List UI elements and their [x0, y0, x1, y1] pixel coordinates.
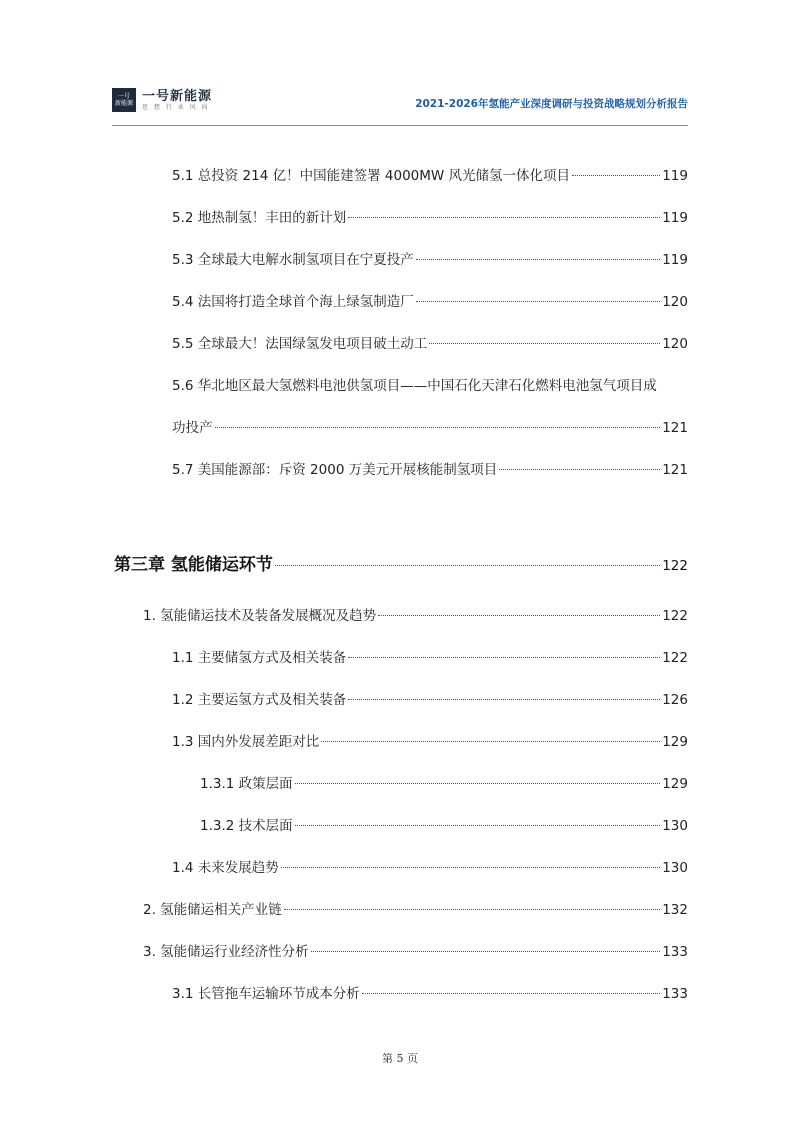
toc-entry-page: 121 — [662, 462, 688, 478]
toc-entry-page: 130 — [662, 818, 688, 834]
toc-entry-page: 120 — [662, 294, 688, 310]
toc-entry-label: 3. 氢能储运行业经济性分析 — [143, 944, 309, 960]
toc-entry-5-6-line1[interactable]: 5.6 华北地区最大氢燃料电池供氢项目——中国石化天津石化燃料电池氢气项目成 — [172, 378, 657, 394]
toc-entry-1-3-1[interactable] — [200, 772, 688, 792]
leader-dots — [362, 993, 660, 994]
toc-entry-label: 1.3.2 技术层面 — [200, 818, 293, 834]
leader-dots — [348, 699, 660, 700]
toc-entry-5-6[interactable] — [172, 416, 688, 436]
toc-entry-page: 119 — [662, 168, 688, 184]
toc-entry-page: 130 — [662, 860, 688, 876]
toc-entry-label: 5.3 全球最大电解水制氢项目在宁夏投产 — [172, 252, 414, 268]
logo-badge — [112, 88, 136, 112]
toc-entry-page: 120 — [662, 336, 688, 352]
toc-entry-label: 5.4 法国将打造全球首个海上绿氢制造厂 — [172, 294, 414, 310]
toc-entry-1-2[interactable] — [172, 688, 688, 708]
leader-dots — [295, 783, 661, 784]
toc-entry-page: 122 — [662, 650, 688, 666]
page-header — [112, 84, 688, 126]
leader-dots — [295, 825, 661, 826]
header-divider — [112, 125, 688, 126]
toc-entry-page: 129 — [662, 776, 688, 792]
toc-entry-page: 119 — [662, 210, 688, 226]
toc-entry-label: 1.3 国内外发展差距对比 — [172, 734, 320, 750]
toc-chapter-label: 第三章 氢能储运环节 — [114, 555, 273, 575]
logo-name: 一号新能源 — [142, 88, 213, 104]
toc-entry-label: 1.3.1 政策层面 — [200, 776, 293, 792]
toc-entry-label: 1. 氢能储运技术及装备发展概况及趋势 — [143, 608, 377, 624]
logo-tagline: 思 想 行 业 风 向 — [142, 103, 210, 111]
toc-section-1[interactable] — [143, 604, 688, 624]
toc-entry-1-3[interactable] — [172, 730, 688, 750]
leader-dots — [416, 301, 660, 302]
toc-entry-page: 129 — [662, 734, 688, 750]
toc-entry-page: 121 — [662, 420, 688, 436]
leader-dots — [416, 259, 660, 260]
toc-entry-label: 3.1 长管拖车运输环节成本分析 — [172, 986, 360, 1002]
toc-entry-5-1[interactable] — [172, 164, 688, 184]
toc-entry-page: 122 — [662, 608, 688, 624]
report-title: 2021-2026年氢能产业深度调研与投资战略规划分析报告 — [415, 98, 688, 110]
leader-dots — [311, 951, 661, 952]
toc-entry-label: 1.4 未来发展趋势 — [172, 860, 279, 876]
toc-entry-page: 122 — [662, 558, 688, 574]
toc-entry-5-5[interactable] — [172, 332, 688, 352]
toc-section-3[interactable] — [143, 940, 688, 960]
toc-entry-label: 5.1 总投资 214 亿！中国能建签署 4000MW 风光储氢一体化项目 — [172, 168, 571, 184]
toc-entry-label: 1.1 主要储氢方式及相关装备 — [172, 650, 347, 666]
toc-entry-label: 5.2 地热制氢！丰田的新计划 — [172, 210, 347, 226]
leader-dots — [499, 469, 660, 470]
toc-entry-page: 133 — [662, 986, 688, 1002]
leader-dots — [572, 175, 660, 176]
logo-badge-line2: 新能源 — [114, 100, 133, 107]
toc-entry-1-4[interactable] — [172, 856, 688, 876]
toc-entry-5-7[interactable] — [172, 458, 688, 478]
leader-dots — [275, 565, 660, 566]
leader-dots — [281, 867, 660, 868]
toc-entry-1-1[interactable] — [172, 646, 688, 666]
page-number: 第 5 页 — [382, 1052, 418, 1065]
logo-badge-line1: 一号 — [117, 93, 130, 100]
toc-entry-page: 126 — [662, 692, 688, 708]
leader-dots — [284, 909, 661, 910]
toc-entry-label: 1.2 主要运氢方式及相关装备 — [172, 692, 347, 708]
leader-dots — [348, 657, 660, 658]
leader-dots — [348, 217, 660, 218]
toc-entry-3-1[interactable] — [172, 982, 688, 1002]
toc-entry-label: 5.5 全球最大！法国绿氢发电项目破土动工 — [172, 336, 428, 352]
company-logo — [112, 88, 212, 112]
leader-dots — [378, 615, 660, 616]
leader-dots — [321, 741, 660, 742]
toc-entry-5-4[interactable] — [172, 290, 688, 310]
toc-entry-5-2[interactable] — [172, 206, 688, 226]
toc-entry-page: 132 — [662, 902, 688, 918]
toc-entry-label: 2. 氢能储运相关产业链 — [143, 902, 282, 918]
toc-entry-page: 133 — [662, 944, 688, 960]
toc-entry-1-3-2[interactable] — [200, 814, 688, 834]
toc-entry-label: 5.7 美国能源部：斥资 2000 万美元开展核能制氢项目 — [172, 462, 498, 478]
toc-chapter-3[interactable] — [114, 550, 688, 575]
toc-entry-5-3[interactable] — [172, 248, 688, 268]
leader-dots — [215, 427, 661, 428]
leader-dots — [429, 343, 660, 344]
toc-section-2[interactable] — [143, 898, 688, 918]
toc-entry-page: 119 — [662, 252, 688, 268]
toc-entry-label: 功投产 — [172, 420, 213, 436]
